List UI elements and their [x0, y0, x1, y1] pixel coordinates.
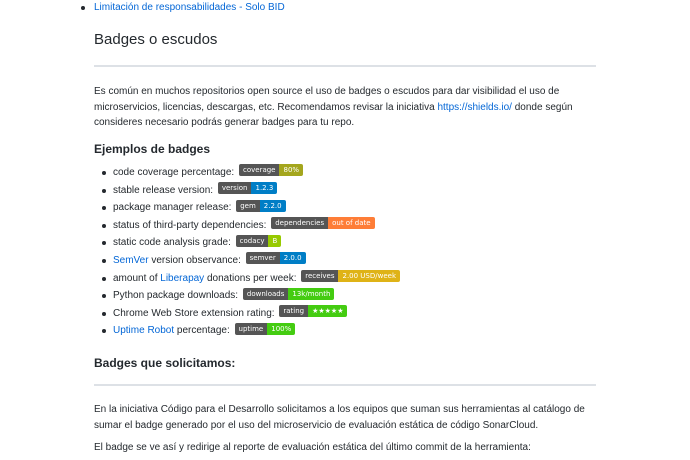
section-divider — [94, 65, 596, 67]
item-text: code coverage percentage: — [113, 167, 235, 178]
bullet-icon — [102, 294, 106, 298]
badge-value: 2.00 USD/week — [338, 270, 400, 282]
badge-value: 100% — [267, 323, 295, 335]
bullet-icon — [102, 224, 106, 228]
badge-example-item — [94, 322, 400, 340]
badge-example-item — [94, 305, 400, 323]
item-link[interactable]: Liberapay — [160, 272, 205, 284]
badge-value: B — [268, 235, 281, 247]
bullet-icon — [102, 277, 106, 281]
limitacion-link[interactable]: Limitación de responsabilidades - Solo BID — [94, 2, 285, 13]
badge-example-item — [94, 287, 400, 305]
badge-example-item — [94, 252, 400, 270]
badge-label: coverage — [239, 164, 280, 176]
bullet-icon — [102, 171, 106, 175]
list-item — [94, 2, 285, 14]
bullet-icon — [102, 329, 106, 333]
badge-value: ★★★★★ — [308, 305, 347, 317]
intro-text: Es común en muchos repositorios open source el uso de badges o escudos para dar visibilidad el uso de microservicios, licencias, descargas, etc. Recomendamos revisar la iniciativa — [94, 86, 560, 113]
section-title-badges: Badges o escudos — [94, 31, 218, 48]
shields-io-link[interactable]: https://shields.io/ — [437, 101, 512, 113]
shield-badge[interactable] — [246, 252, 306, 264]
badge-example-item — [94, 182, 400, 200]
item-text: amount of — [113, 272, 161, 284]
item-link[interactable]: SemVer — [113, 254, 149, 266]
badge-value: 80% — [279, 164, 303, 176]
item-text: donations per week: — [204, 272, 297, 284]
bullet-icon — [102, 312, 106, 316]
item-text: version observance: — [148, 254, 241, 266]
badge-example-item — [94, 199, 400, 217]
badge-label: semver — [246, 252, 280, 264]
badge-label: downloads — [243, 288, 289, 300]
badge-example-item — [94, 234, 400, 252]
item-link[interactable]: Uptime Robot — [113, 325, 175, 337]
badge-value: 2.2.0 — [260, 200, 286, 212]
shield-badge[interactable] — [235, 323, 296, 335]
badge-example-item — [94, 164, 400, 182]
item-text: percentage: — [174, 325, 230, 337]
shield-badge[interactable] — [236, 200, 285, 212]
examples-heading: Ejemplos de badges — [94, 142, 211, 156]
shield-badge[interactable] — [243, 288, 335, 300]
badge-label: uptime — [235, 323, 268, 335]
item-text: package manager release: — [113, 202, 232, 214]
badge-value: 13k/month — [288, 288, 334, 300]
badge-value: 2.0.0 — [280, 252, 306, 264]
badge-label: version — [218, 182, 252, 194]
shield-badge[interactable] — [239, 164, 303, 176]
requested-paragraph: En la iniciativa Código para el Desarrollo solicitamos a los equipos que suman sus herramientas al catálogo de sumar el badge generado por el uso del microservicio de evaluación estática de código SonarCloud. — [94, 404, 585, 431]
badge-label: gem — [236, 200, 260, 212]
badge-label: receives — [301, 270, 338, 282]
badge-example-item — [94, 217, 400, 235]
requested-heading: Badges que solicitamos: — [94, 356, 236, 370]
badge-value: out of date — [328, 217, 374, 229]
badge-label: rating — [279, 305, 308, 317]
bullet-icon — [102, 206, 106, 210]
badges-intro-paragraph — [94, 84, 596, 131]
shield-badge[interactable] — [279, 305, 347, 317]
item-text: static code analysis grade: — [113, 237, 231, 249]
bullet-icon — [102, 189, 106, 193]
badge-value: 1.2.3 — [251, 182, 277, 194]
item-text: Chrome Web Store extension rating: — [113, 307, 275, 319]
bullet-icon — [102, 241, 106, 245]
item-text: Python package downloads: — [113, 290, 239, 302]
shield-badge[interactable] — [271, 217, 374, 229]
section-divider — [94, 384, 596, 386]
intro-text-end: donde según consideres necesario podrás generar badges para tu repo. — [94, 101, 573, 128]
shield-badge[interactable] — [236, 235, 282, 247]
shield-badge[interactable] — [301, 270, 400, 282]
badge-description-paragraph: El badge se ve así y redirige al reporte de evaluación estática del último commit de la herramienta: — [94, 442, 531, 453]
item-text: status of third-party dependencies: — [113, 219, 267, 231]
badge-example-item — [94, 270, 400, 288]
shield-badge[interactable] — [218, 182, 277, 194]
badge-examples-list — [94, 164, 400, 340]
bullet-icon — [81, 6, 85, 10]
badge-label: codacy — [236, 235, 269, 247]
bullet-icon — [102, 259, 106, 263]
badge-label: dependencies — [271, 217, 328, 229]
item-text: stable release version: — [113, 184, 214, 196]
